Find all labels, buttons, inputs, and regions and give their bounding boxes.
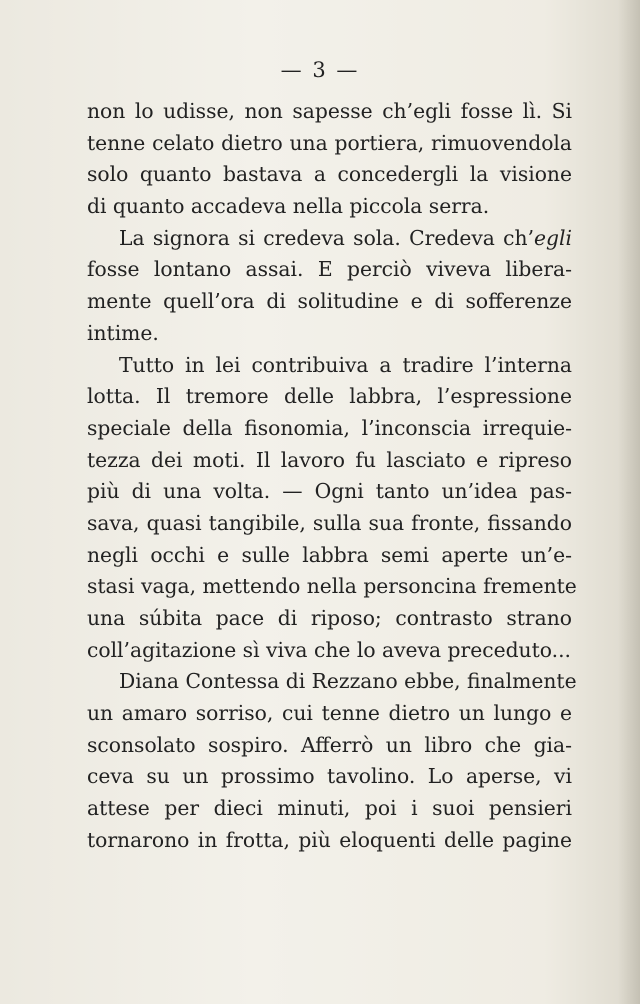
text-line: lotta. Il tremore delle labbra, l’espressione: [87, 384, 572, 409]
text-line: ceva su un prossimo tavolino. Lo aperse, vi: [87, 764, 572, 789]
text-line: mente quell’ora di solitudine e di sofferenze: [87, 289, 572, 314]
text-line: tezza dei moti. Il lavoro fu lasciato e ripreso: [87, 447, 572, 472]
text-line: sava, quasi tangibile, sulla sua fronte, fissando: [87, 510, 572, 535]
text-line: stasi vaga, mettendo nella personcina fremente: [87, 574, 577, 599]
text-line: non lo udisse, non sapesse ch’egli fosse lì. Si: [87, 99, 572, 123]
text-line: speciale della fisonomia, l’inconscia irrequie-: [87, 415, 572, 440]
text-line: intime.: [87, 320, 159, 345]
text-line: tenne celato dietro una portiera, rimuovendola: [87, 130, 572, 155]
text-line: un amaro sorriso, cui tenne dietro un lungo e: [87, 701, 572, 726]
text-line: più di una volta. — Ogni tanto un’idea pas-: [87, 479, 572, 504]
text-line: solo quanto bastava a concedergli la visione: [87, 162, 572, 187]
page-number: — 3 —: [280, 58, 360, 82]
text-line: attese per dieci minuti, poi i suoi pensieri: [87, 796, 572, 821]
text-line: tornarono in frotta, più eloquenti delle pagine: [87, 827, 572, 852]
text-line: di quanto accadeva nella piccola serra.: [87, 194, 490, 219]
text-line: una súbita pace di riposo; contrasto strano: [87, 606, 572, 630]
text-line: La signora si credeva sola. Credeva ch’egli: [119, 225, 572, 250]
text-line: sconsolato sospiro. Afferrò un libro che gia-: [87, 732, 572, 757]
page-edge-shadow: [618, 0, 640, 1004]
text-line: fosse lontano assai. E perciò viveva libera-: [87, 257, 572, 282]
text-line: Diana Contessa di Rezzano ebbe, finalmente: [119, 669, 577, 694]
text-line: negli occhi e sulle labbra semi aperte un’e-: [87, 542, 572, 567]
text-line: coll’agitazione sì viva che lo aveva preceduto...: [87, 637, 571, 662]
body-text: [87, 96, 577, 857]
text-line: Tutto in lei contribuiva a tradire l’interna: [119, 352, 572, 377]
